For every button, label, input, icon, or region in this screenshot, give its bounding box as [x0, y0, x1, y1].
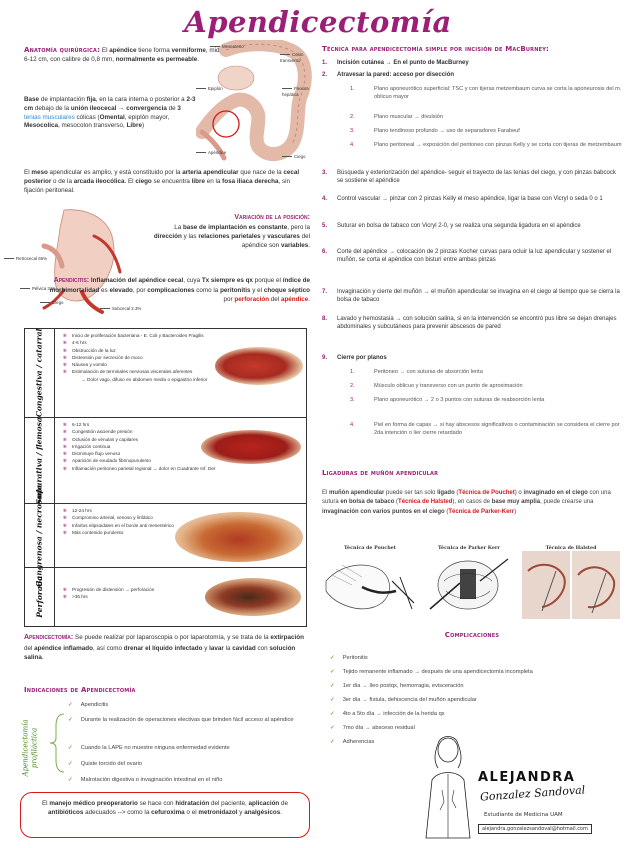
signature-line2: alejandra.gonzalezsandoval@hotmail.com — [478, 824, 592, 834]
stage-perforated — [24, 567, 307, 627]
anatomy-p3: El meso apendicular es amplio, y está constituido por la arteria apendicular que nace de la cecal posterior o de la arcada ileocólica. El ciego se encuentra libre en la fosa iliaca derecha, sin fijación peritoneal. — [24, 169, 300, 195]
technique-heading: Técnica para apendicectomía simple por incisión de MacBurney: — [322, 45, 550, 53]
technique-substep: 1. Plano aponeurótico superficial: TSC y con tijeras metzembaum curva se corta la aponeurosis del m. oblicuo mayor — [350, 86, 622, 100]
label-appendix: Apéndice — [196, 150, 226, 156]
variation-heading: Variación de la posición: — [234, 214, 310, 221]
stage-name: Perforada — [34, 576, 44, 618]
stage-item: ✻ Inicio de proliferación bacteriana - E. Coli y Bacteroides Fragilis — [63, 333, 204, 338]
indications-brace — [48, 712, 68, 774]
stage-item: ✻ Progresión de distensión → perforación — [63, 587, 155, 592]
stage-item: ✻ Aparición de exudado fibrinopurulento — [63, 458, 151, 464]
appendix-photo-gangrenous — [175, 512, 303, 562]
anatomy-heading: Anatomía quirúrgica: — [24, 46, 101, 54]
stage-item: ✻ Estimulación de terminales nerviosas viscerales aferentes — [63, 369, 193, 375]
appendicitis-heading: Apendicitis: — [53, 277, 90, 284]
ligatures-text: El muñón apendicular puede ser tan solo ligado (Técnica de Pouchet) o invaginado en el ciego con una sutura en bolsa de tabaco (Técnica de Halsted), en casos de base muy amplia, puede crearse una invaginación con varios puntos en el ciego (Técnica de Parker-Kerr) — [322, 490, 611, 515]
stage-item: ✻ Disminuye flujo venoso — [63, 451, 121, 457]
figure-halsted: Técnica de Halsted — [522, 545, 620, 623]
indication-item: ✓ Quiste torcido del ovario — [68, 761, 143, 767]
stage-item: ✻ Distensión por secreción de moco — [63, 354, 143, 360]
appendix-photo-suppurative — [201, 430, 301, 464]
stage-item: ✻ >36 hrs — [63, 594, 88, 600]
indication-item: ✓ Apendicitis — [68, 702, 109, 708]
label-retrocecal: Retrocecal 65% — [4, 256, 47, 262]
technique-step: 8. Lavado y hemostasia → con solución salina, si en la intervención se encontró pus libre se dejan drenajes abdominales y subcutáneos para prevenir abscesos de pared — [322, 316, 617, 330]
technique-substep: 2. Músculo oblicuo y transverso con un punto de aproximación — [350, 383, 523, 389]
technique-substep: 4. Piel en forma de capas → si hay abscesos significativos o contaminación se considera el cierre por 2da intención o lier cierre retardado — [350, 422, 620, 436]
anatomy-p2: Base de implantación fija, en la cara interna o posterior a 2-3 cm debajo de la unión ileocecal → convergencia de 3 tenias musculares cólicas (Omental, epiplón mayor, Mesocolica, mesocolon transverso, Libre) — [24, 96, 196, 130]
stage-name: Gangrenosa / necrosada — [34, 484, 44, 587]
stage-item: ✻ Irrigación continua — [63, 443, 111, 449]
stage-suppurative — [24, 417, 307, 504]
stage-item: ✻ Infartos elipsoidales en el borde anti mesentérico — [63, 522, 174, 528]
page-title: Apendicectomía — [184, 5, 452, 39]
technique-step: 9. Cierre por planos — [322, 355, 387, 361]
label-cecum-2: Ciego — [40, 300, 63, 306]
appendix-photo-perforated — [205, 578, 301, 616]
complication-item: ✓ 3er día → fístula, dehiscencia del muñón apendicular — [330, 697, 477, 703]
technique-substep: 1. Peritoneo → con suturas de absorción lenta — [350, 369, 483, 375]
label-transverse-colon: Colon transverso — [280, 52, 318, 63]
preop-box: El manejo médico preoperatorio se hace con hidratación del paciente, aplicación de antibióticos adecuados --> como la cefuroxima o el metronidazol y analgésicos. — [20, 792, 310, 838]
indication-item: ✓ Durante la realización de operaciones electivas que brinden fácil acceso al apéndice — [68, 717, 294, 723]
appendix-highlight-circle — [213, 111, 239, 137]
stage-congestive — [24, 328, 307, 418]
stage-item: ✻ Inflamación peritoneo parietal regional → dolor en Cuadrante Inf. Der — [63, 465, 216, 471]
ligatures-heading: Ligaduras de muñón apendicular — [322, 469, 439, 477]
halsted-drawing — [522, 551, 620, 619]
label-mesentery: Mesenterio — [210, 44, 244, 50]
complication-item: ✓ 1er día → íleo postqx, hemorragia, evisceración — [330, 683, 464, 689]
indications-heading: Indicaciones de Apendicectomía — [24, 686, 136, 694]
appendicitis-block: Apendicitis: Inflamación del apéndice cecal, cuya Tx siempre es qx porque el índice de morbimortalidad es elevado, por complicaciones como la peritonitis y el choque séptico por perforación del apéndice. — [49, 277, 310, 304]
pouchet-drawing — [322, 551, 418, 619]
definition-block: Apendicectomía: Se puede realizar por laparoscopia o por laparotomía, y se trata de la extirpación del apéndice inflamado, así como drenar el líquido infectado y lavar la cavidad con solución salina. — [24, 634, 304, 661]
label-flexure: Flexura hepática — [282, 86, 318, 97]
technique-substep: 4. Plano peritoneal → exposición del peritoneo con pinzas Kelly y se corta con tijeras de metzembaum — [350, 142, 622, 148]
technique-step: 1. Incisión cutánea → En el punto de MacBurney — [322, 60, 469, 66]
stage-item: ✻ Náusea y vomito — [63, 362, 107, 368]
stage-item: ✻ Congestión asciende presión — [63, 429, 133, 435]
anatomy-p1: Anatomía quirúrgica: El apéndice tiene forma vermiforme, mide 6-12 cm, con calibre de 0,8 mm, normalmente es permeable. — [24, 46, 223, 64]
signature-line1: Estudiante de Medicina UAM — [484, 812, 563, 818]
complication-item: ✓ Peritonitis — [330, 655, 368, 661]
technique-step: 3. Búsqueda y exteriorización del apéndice- seguir el trayecto de las tenias del ciego, y con pinzas babcock se sostiene el apéndice — [322, 170, 616, 184]
figure-pouchet: Técnica de Pouchet — [322, 545, 418, 623]
technique-step: 6. Corte del apéndice → colocación de 2 pinzas Kocher curvas para ocluir la luz apendicular y sostener el muñón, se corta el apéndice con bisturí entre ambas pinzas — [322, 249, 612, 263]
indication-item: ✓ Malrotación digestiva o invaginación intestinal en el niño — [68, 777, 223, 783]
appendix-photo-congestive — [215, 347, 303, 385]
technique-step: 7. Invaginación y cierre del muñón → el muñón apendicular se invagina en el ciego al tiempo que se cierra la bolsa de tabaco — [322, 289, 620, 303]
label-cecum: Ciego — [282, 154, 305, 160]
complications-heading: Complicaciones — [444, 631, 500, 639]
parker-kerr-drawing — [424, 551, 514, 619]
author-illustration — [418, 730, 478, 840]
stage-name: Congestiva / catarral — [34, 328, 44, 418]
figure-parker-kerr: Técnica de Parker Kerr — [424, 545, 514, 623]
indication-item: ✓ Cuando la LAPE no muestre ninguna enfermedad evidente — [68, 745, 230, 751]
complication-item: ✓ Adherencias — [330, 739, 375, 745]
stage-item: ✻ 12-24 hrs — [63, 508, 92, 513]
technique-substep: 3. Plano tendinoso profundo → uso de separadores Farabeuf — [350, 128, 520, 134]
stage-item: ✻ Más contenido purulento — [63, 529, 124, 535]
stage-gangrenous — [24, 484, 307, 587]
stage-item: ✻ Oclusión de vénulas y capilares — [63, 436, 138, 442]
complication-item: ✓ Tejido remanente inflamado → después de una apendicectomía incompleta — [330, 669, 533, 675]
stage-item: ✻ 4-6 hrs — [63, 340, 87, 346]
label-subcecal: Subcecal 2.3% — [100, 306, 141, 312]
definition-heading: Apendicectomía: — [24, 634, 74, 641]
complication-item: ✓ 7mo día → absceso residual — [330, 725, 415, 731]
technique-substep: 2. Plano muscular → divulsión — [350, 114, 444, 120]
indications-side-label: Apendicectomía profiláctica — [21, 719, 38, 777]
signature-last-name: Gonzalez Sandoval — [479, 783, 586, 804]
label-pelvic: Pélvica 31% — [20, 286, 56, 292]
technique-step: 2. Atravesar la pared: acceso por disección — [322, 72, 455, 78]
colon-illustration — [196, 40, 318, 165]
technique-step: 5. Suturar en bolsa de tabaco con Vicryl 2-0, y se realiza una segunda ligadura en el apéndice — [322, 223, 581, 229]
complication-item: ✓ 4to a 5to día → infección de la herida qx — [330, 711, 445, 717]
stage-item: ✻ Obstrucción de la luz — [63, 347, 116, 353]
signature-first-name: ALEJANDRA — [478, 770, 576, 785]
technique-step: 4. Control vascular → pinzar con 2 pinzas Kelly el meso apéndice, ligar la base con Vicryl o seda 0 o 1 — [322, 196, 603, 202]
stage-name: Supurativa / flemosa — [34, 416, 44, 505]
technique-substep: 3. Plano aponeurótico → 2 o 3 puntos con suturas de reabsorción lenta — [350, 397, 545, 403]
stage-item: → Dolor vago, difuso en abdomen medio o epigastrio inferior — [81, 376, 208, 382]
stage-item: ✻ Compromiso arterial, venoso y linfático — [63, 515, 153, 521]
variation-block: Variación de la posición: La base de implantación es constante, pero la dirección y las relaciones parietales y vasculares del apéndice son variables. — [150, 213, 310, 251]
stage-item: ✻ 6-12 hrs — [63, 422, 90, 427]
label-omentum: Epiplón — [196, 86, 223, 92]
